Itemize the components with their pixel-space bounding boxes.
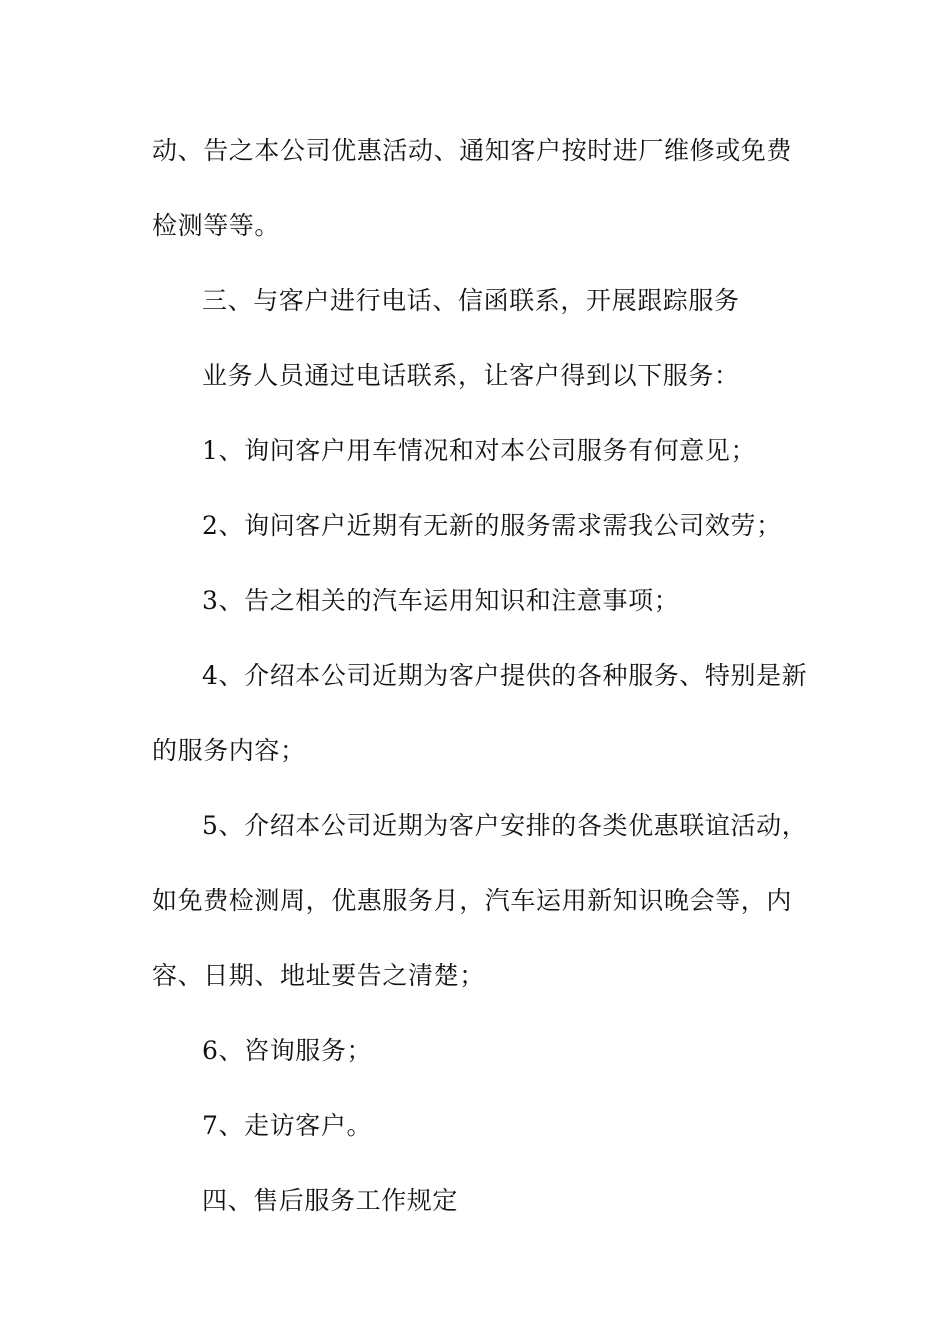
paragraph-line-continuation: 动、告之本公司优惠活动、通知客户按时进厂维修或免费: [152, 136, 793, 165]
list-item-7: 7、走访客户。: [202, 1111, 373, 1140]
section-heading-3: 三、与客户进行电话、信函联系，开展跟踪服务: [202, 286, 740, 315]
section-heading-4: 四、售后服务工作规定: [202, 1186, 459, 1215]
list-item-3: 3、告之相关的汽车运用知识和注意事项；: [202, 586, 680, 615]
list-item-4-continuation: 的服务内容；: [152, 736, 306, 765]
list-item-6: 6、咨询服务；: [202, 1036, 373, 1065]
list-item-2: 2、询问客户近期有无新的服务需求需我公司效劳；: [202, 511, 782, 540]
list-item-4: 4、介绍本公司近期为客户提供的各种服务、特别是新: [202, 661, 808, 690]
list-item-1: 1、询问客户用车情况和对本公司服务有何意见；: [202, 436, 757, 465]
paragraph-line-continuation-end: 检测等等。: [152, 211, 281, 240]
list-item-5-continuation-end: 容、日期、地址要告之清楚；: [152, 961, 485, 990]
list-item-5: 5、介绍本公司近期为客户安排的各类优惠联谊活动，: [202, 811, 808, 840]
list-item-5-continuation: 如免费检测周，优惠服务月，汽车运用新知识晚会等，内: [152, 886, 793, 915]
paragraph-intro: 业务人员通过电话联系，让客户得到以下服务：: [202, 361, 740, 390]
